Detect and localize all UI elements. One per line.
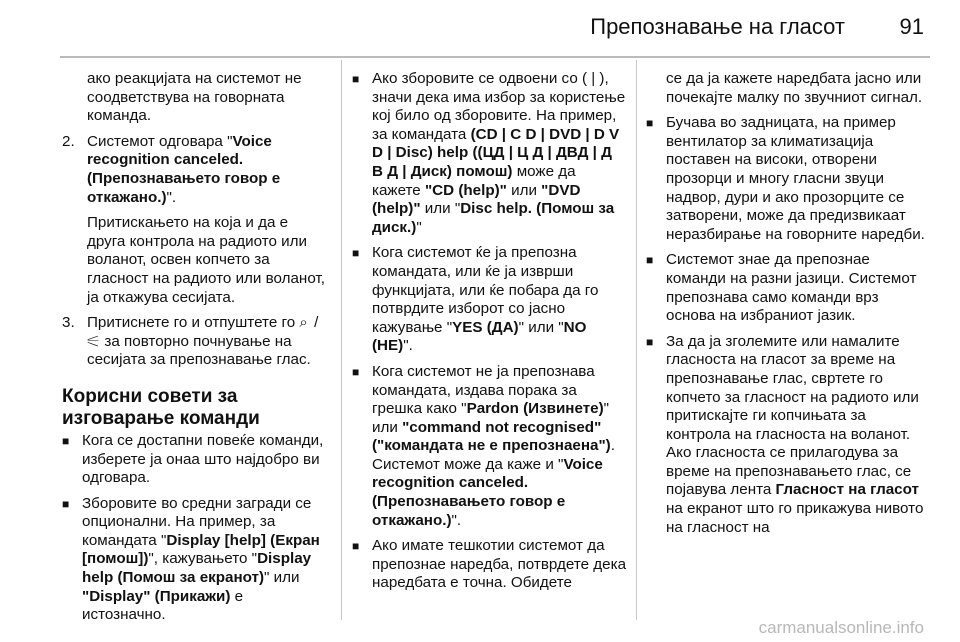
list-item-text [372, 70, 627, 237]
bold-run: "command not recognised" ("командата не е препознаена") [372, 418, 611, 455]
text-run: " или [264, 569, 300, 587]
bold-run: "CD (help)" [424, 181, 507, 199]
step-2 [62, 133, 330, 207]
column-divider [341, 60, 342, 620]
column-divider [636, 60, 637, 620]
text-run: е истозначно. [82, 587, 244, 624]
text-run: За да ја зголемите или намалите гласноста на гласот за време на препознавање глас, свртете го копчето за гласност на радиото или притискајте ги копчињата за контрола на гласноста на воланот. Ако гласноста се прилагодува за време на препознавањето глас, се појавува лента [666, 332, 919, 499]
step-number: 3. [62, 314, 75, 332]
text-run: за повторно почнување на сесијата за препознавање глас. [87, 332, 311, 369]
text-run: Системот одговара " [87, 132, 233, 150]
list-item [352, 363, 627, 530]
bold-run: Display [help] (Екран [помош]) [82, 531, 320, 568]
text-run: може да кажете [372, 162, 576, 199]
bold-run: "Display" (Прикажи) [82, 587, 231, 605]
list-item [352, 70, 627, 237]
page-number: 91 [899, 14, 924, 39]
list-item [62, 432, 330, 488]
bullet-icon: ■ [62, 496, 70, 511]
text-run: на екранот што го прикажува нивото на гласност на [666, 500, 924, 536]
bullet-icon: ■ [352, 246, 360, 261]
bold-run: NO (НЕ) [372, 318, 587, 355]
list-item [352, 537, 627, 593]
bold-run: Voice recognition canceled. (Препознавањето говор е откажано.) [87, 132, 281, 206]
bold-run: YES (ДА) [452, 318, 519, 336]
intro-paragraph: ако реакцијата на системот не соодветствува на говорната команда. [87, 70, 302, 125]
bullet-icon: ■ [352, 539, 360, 554]
step-3 [62, 314, 330, 370]
text-run: " [416, 218, 422, 236]
text-run: Притиснете го и отпуштете го [87, 314, 296, 332]
list-item [352, 244, 627, 356]
header-rule [60, 56, 930, 58]
list-item-text: Бучава во задницата, на пример вентилатор за климатизација поставен на високи, отворени прозорци и многу гласни звуци надвор, дури и ако прозорците се затворени, може да предизвикаат неразбирање на говорните наредби. [666, 114, 925, 243]
list-item-text [372, 244, 627, 356]
list-item [646, 114, 930, 244]
text-run: ". [166, 188, 177, 206]
bullet-icon: ■ [62, 433, 70, 448]
text-run: " или [372, 400, 610, 436]
section-heading: Корисни совети за изговарање команди [62, 385, 260, 429]
text-run: Зборовите во средни загради се опционални. На пример, за командата " [82, 494, 312, 549]
step-text [87, 133, 330, 207]
bullet-icon: ■ [646, 334, 654, 349]
list-item [646, 251, 930, 325]
text-run: ", кажувањето " [148, 550, 258, 568]
bullet-icon: ■ [646, 116, 654, 131]
page-title: Препознавање на гласот [590, 14, 845, 39]
list-item-text [82, 495, 330, 625]
bullet-icon: ■ [352, 72, 360, 86]
column-1 [62, 70, 330, 632]
column-3 [646, 70, 930, 544]
bold-run: "DVD (help)" [372, 181, 581, 218]
bullet-icon: ■ [646, 253, 654, 268]
bold-run: Disc help. (Помош за диск.) [372, 200, 615, 236]
text-run: или [506, 181, 542, 199]
voice-steering-icon: ⌕ / ⚟ [87, 314, 320, 350]
continued-paragraph: се да ја кажете наредбата јасно или почекајте малку по звучниот сигнал. [666, 70, 923, 106]
list-item-text: Кога се достапни повеќе команди, изберете ја онаа што најдобро ви одговара. [82, 431, 324, 487]
bold-run: Display help (Помош за екранот) [82, 550, 312, 587]
text-run: ". [403, 337, 413, 355]
list-item-text [372, 363, 627, 530]
list-item-text: Ако имате тешкотии системот да препознае наредба, потврдете дека наредбата е точна. Обидете [372, 537, 627, 592]
list-item-text: Системот знае да препознае команди на разни јазици. Системот препознава само команди врз основа на избраниот јазик. [666, 251, 917, 325]
text-run: Кога системот не ја препознава командата, издава порака за грешка како " [372, 362, 595, 418]
text-run: Кога системот ќе ја препозна командата, или ќе ја изврши функцијата, или ќе побара да го потврдите изборот со јасно кажување " [372, 244, 599, 336]
watermark: carmanualsonline.info [758, 618, 924, 637]
text-run: . Системот може да каже и " [372, 437, 615, 473]
page-header [0, 0, 960, 58]
text-run: или " [420, 200, 461, 218]
step-text [87, 314, 330, 370]
bold-run: Pardon (Извинете) [466, 400, 604, 418]
text-run: " или " [518, 318, 564, 336]
step-number: 2. [62, 132, 75, 150]
text-run: ". [451, 511, 462, 529]
bold-run: Voice recognition canceled. (Препознавањето говор е откажано.) [372, 455, 603, 529]
list-item-text [666, 333, 930, 538]
bullet-icon: ■ [352, 364, 360, 379]
bold-run: Гласност на гласот [775, 481, 919, 499]
text-run: Ако зборовите се одвоени со ( | ), значи дека има избор за користење кој било од зборовите. На пример, за командата [372, 70, 626, 143]
list-item [646, 333, 930, 538]
bold-run: (CD | C D | DVD | D V D | Disc) help ((ЦД | Ц Д | ДВД | Д В Д | Диск) помош) [372, 125, 620, 180]
column-2 [352, 70, 627, 600]
step-2-note: Притискањето на која и да е друга контрола на радиото или воланот, освен копчето за гласност на радиото или воланот, ја откажува сесијата. [87, 214, 325, 306]
list-item [62, 495, 330, 625]
